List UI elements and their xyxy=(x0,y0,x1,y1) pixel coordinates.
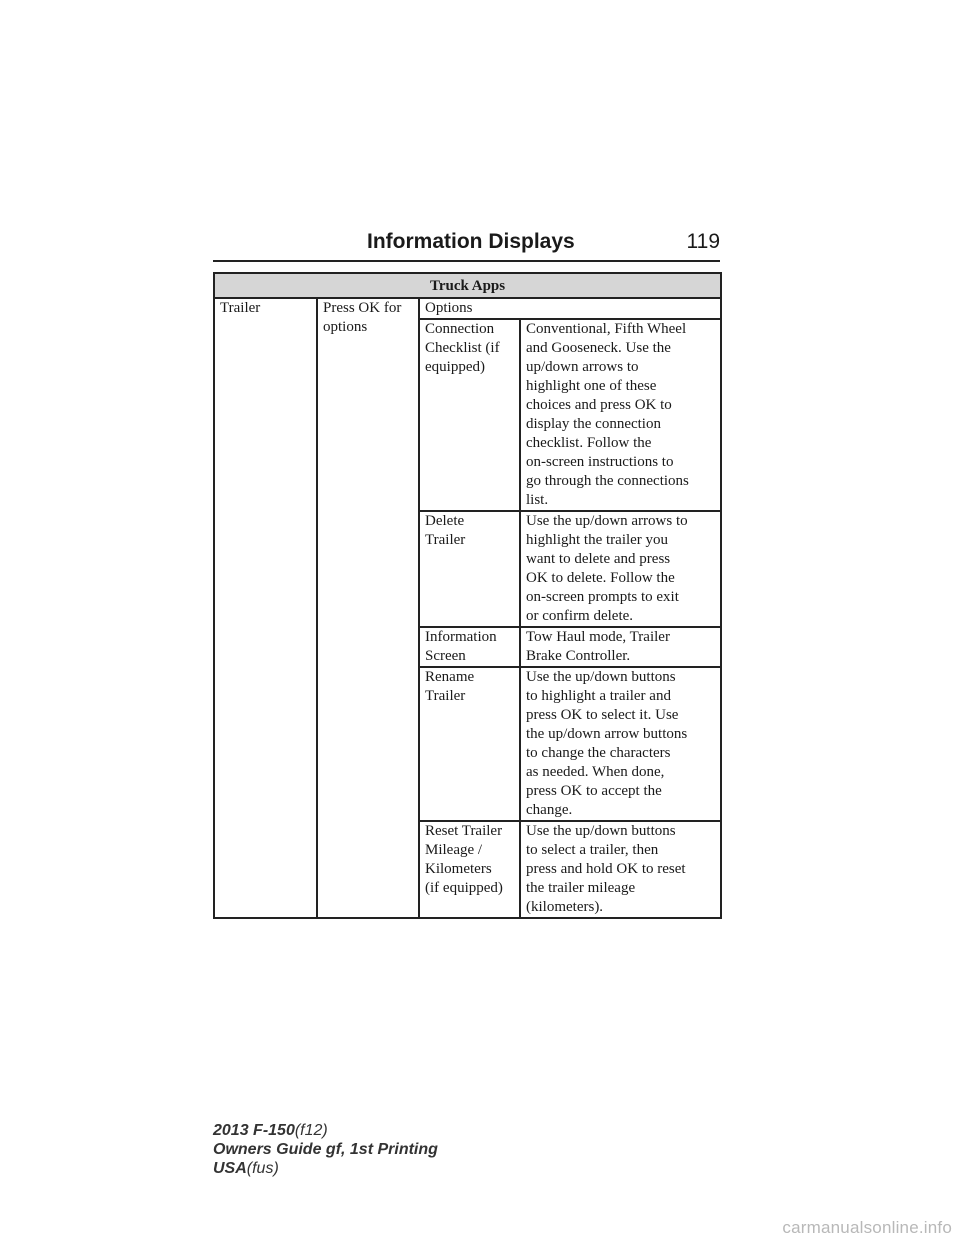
page-number: 119 xyxy=(686,230,720,253)
option-cell: Reset Trailer Mileage / Kilometers (if equipped) xyxy=(419,821,520,918)
footer-line-guide xyxy=(213,1140,613,1159)
description-cell: Conventional, Fifth Wheel and Gooseneck. Use the up/down arrows to highlight one of these choices and press OK to display the connection checklist. Follow the on-screen instructions to go through the connections list. xyxy=(520,319,721,511)
footer-region: USA xyxy=(213,1160,247,1177)
footer-model: 2013 F-150 xyxy=(213,1122,295,1139)
description-cell: Use the up/down buttons to highlight a trailer and press OK to select it. Use the up/down arrow buttons to change the characters as needed. When done, press OK to accept the change. xyxy=(520,667,721,821)
option-cell: Information Screen xyxy=(419,627,520,667)
footer-line-model xyxy=(213,1121,613,1140)
page-header xyxy=(213,228,720,262)
truck-apps-table xyxy=(213,272,722,919)
description-cell: Use the up/down arrows to highlight the trailer you want to delete and press OK to delete. Follow the on-screen prompts to exit or confirm delete. xyxy=(520,511,721,627)
footer-model-code: (f12) xyxy=(294,1122,328,1139)
footer-guide: Owners Guide gf, 1st Printing xyxy=(213,1141,438,1158)
table-caption-row xyxy=(214,273,721,298)
footer-region-code: (fus) xyxy=(246,1160,279,1177)
option-cell: Delete Trailer xyxy=(419,511,520,627)
option-cell: Connection Checklist (if equipped) xyxy=(419,319,520,511)
table-caption: Truck Apps xyxy=(214,273,721,298)
description-cell: Use the up/down buttons to select a trailer, then press and hold OK to reset the trailer mileage (kilometers). xyxy=(520,821,721,918)
menu-item-cell: Trailer xyxy=(214,298,317,918)
options-header-cell: Options xyxy=(419,298,721,319)
description-cell: Tow Haul mode, Trailer Brake Controller. xyxy=(520,627,721,667)
page-footer xyxy=(213,1121,613,1178)
table-row xyxy=(214,298,721,319)
watermark: carmanualsonline.info xyxy=(782,1218,952,1237)
section-title: Information Displays xyxy=(367,230,575,253)
action-cell: Press OK for options xyxy=(317,298,419,918)
option-cell: Rename Trailer xyxy=(419,667,520,821)
footer-line-region xyxy=(213,1159,613,1178)
